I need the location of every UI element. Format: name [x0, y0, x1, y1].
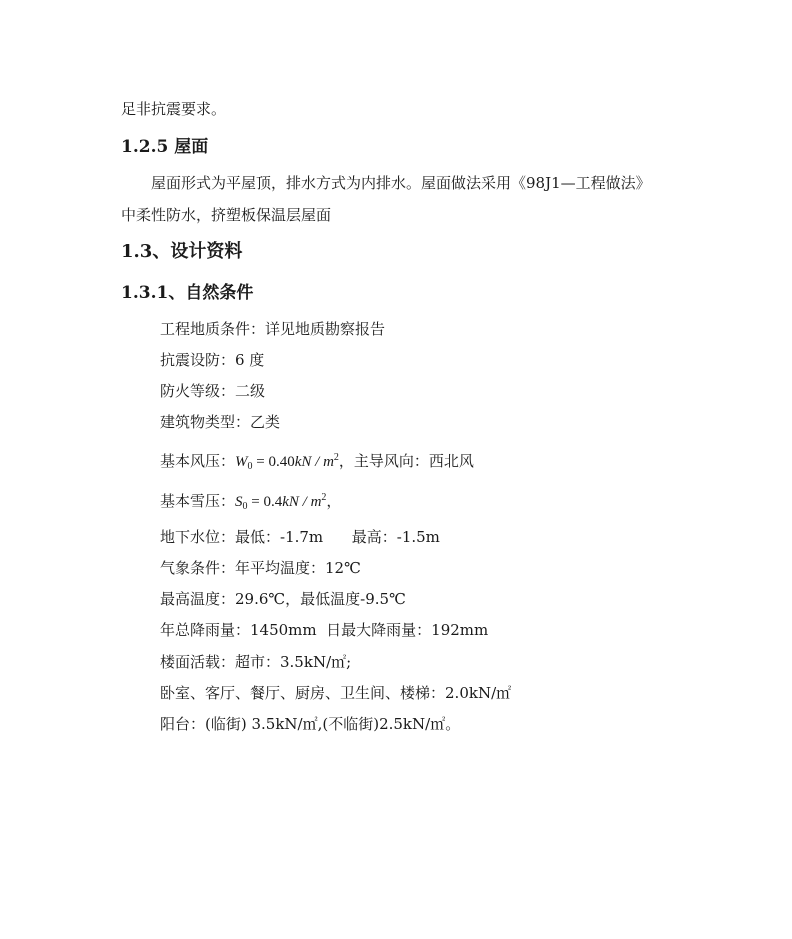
wind-pressure	[160, 448, 474, 477]
climate-condition: 气象条件：年平均温度：12℃	[160, 559, 361, 577]
snow-formula	[235, 494, 326, 510]
roof-paragraph-line-1: 屋面形式为平屋顶，排水方式为内排水。屋面做法采用《98J1—工程做法》	[151, 174, 651, 192]
section-heading-1-2-5: 1.2.5 屋面	[121, 137, 209, 157]
wind-formula	[235, 454, 339, 470]
snow-value: = 0.4	[247, 494, 283, 510]
snow-exponent: 2	[321, 492, 327, 503]
wind-direction: ，主导风向：西北风	[338, 452, 474, 470]
snow-pressure-label: 基本雪压：	[160, 492, 236, 510]
wind-subscript: 0	[247, 461, 253, 472]
snow-pressure	[160, 488, 341, 517]
temperature-range: 最高温度：29.6℃，最低温度-9.5℃	[160, 590, 406, 608]
rooms-live-load: 卧室、客厅、餐厅、厨房、卫生间、楼梯：2.0kN/㎡	[160, 684, 512, 702]
snow-unit: kN / m	[282, 494, 322, 510]
continuation-text: 足非抗震要求。	[121, 100, 227, 118]
wind-value: = 0.40	[252, 454, 295, 470]
building-type: 建筑物类型：乙类	[160, 413, 281, 431]
roof-paragraph-line-2: 中柔性防水，挤塑板保温层屋面	[121, 206, 332, 224]
snow-suffix: ，	[326, 492, 342, 510]
rainfall: 年总降雨量：1450mm 日最大降雨量：192mm	[160, 621, 489, 639]
balcony-live-load: 阳台：(临街) 3.5kN/㎡,(不临街)2.5kN/㎡。	[160, 715, 461, 733]
fire-rating: 防火等级：二级	[160, 382, 266, 400]
snow-subscript: 0	[242, 501, 248, 512]
wind-variable: W	[235, 454, 248, 470]
wind-exponent: 2	[333, 452, 339, 463]
section-heading-1-3-1: 1.3.1、自然条件	[121, 283, 254, 303]
geology-condition: 工程地质条件：详见地质勘察报告	[160, 320, 386, 338]
wind-unit: kN / m	[294, 454, 334, 470]
section-heading-1-3: 1.3、设计资料	[121, 241, 243, 262]
seismic-fortification: 抗震设防：6 度	[160, 351, 265, 369]
groundwater-level: 地下水位：最低：-1.7m 最高：-1.5m	[160, 528, 440, 546]
floor-live-load: 楼面活载：超市：3.5kN/㎡;	[160, 653, 352, 671]
wind-pressure-label: 基本风压：	[160, 452, 236, 470]
snow-variable: S	[235, 494, 243, 510]
